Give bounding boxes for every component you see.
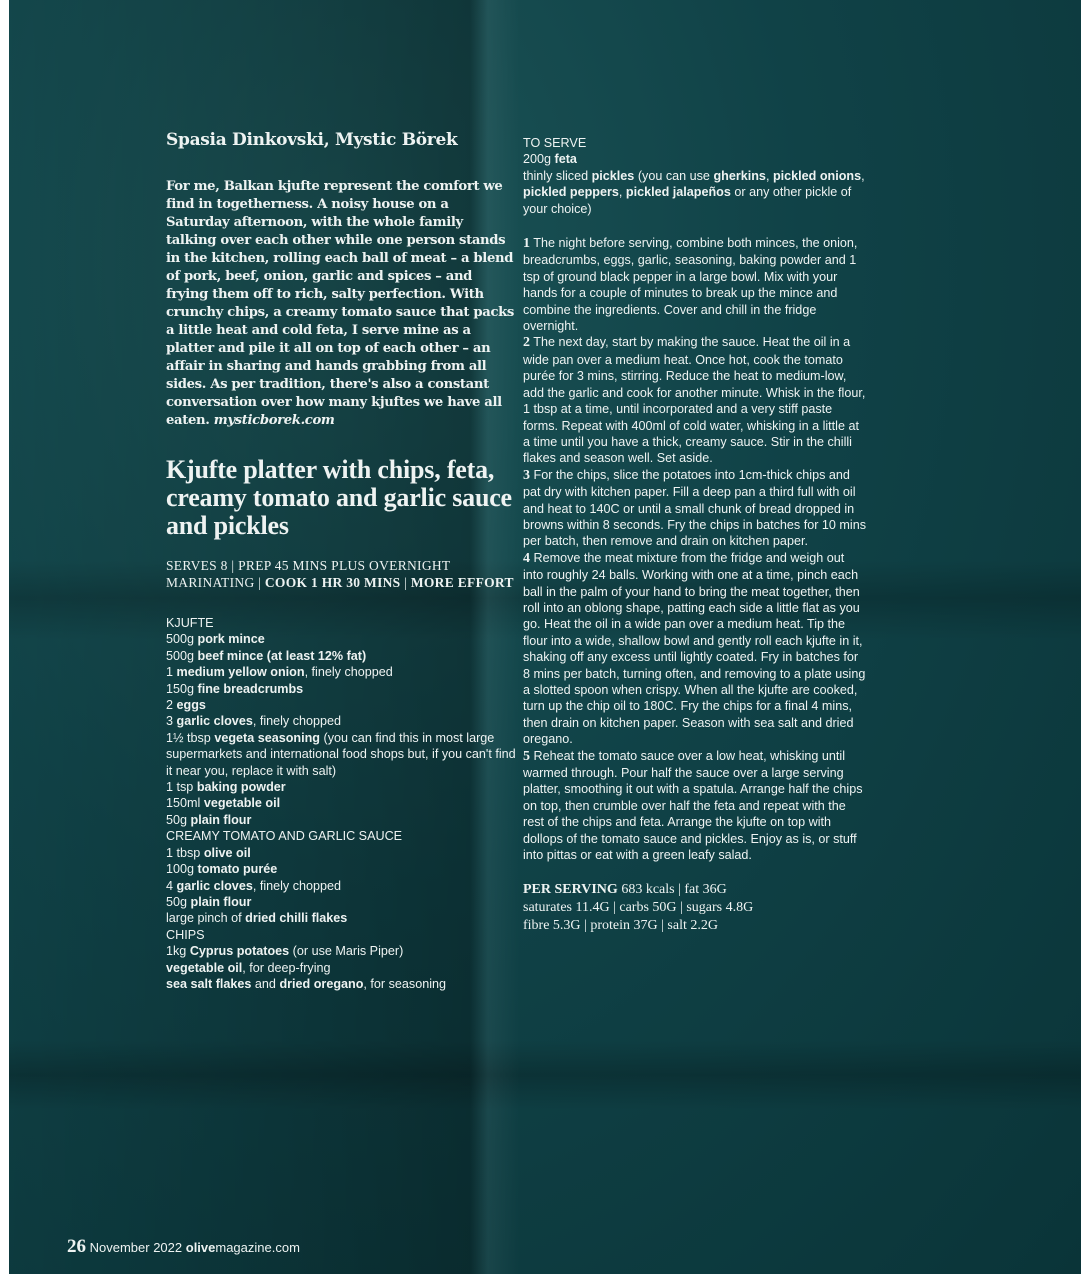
nutrition-label: PER SERVING: [523, 882, 618, 898]
ingredients-list: [166, 615, 516, 992]
intro-paragraph: [166, 178, 516, 430]
prep-value: 45 MINS PLUS OVERNIGHT MARINATING: [166, 558, 451, 590]
method-step: 2 The next day, start by making the sauce. Heat the oil in a wide pan over a medium heat. Once hot, cook the tomato purée for 3 mins, stirring. Reduce the heat to medium-low, add the garlic and cook for another minute. Whisk in the flour, 1 tbsp at a time, until incorporated and a very stiff paste forms. Repeat with 400ml of cold water, whisking in a little at a time until you have a thick, creamy sauce. Stir in the chilli flakes and season well. Set aside.: [523, 335, 866, 466]
ingredient-item: 150ml vegetable oil: [166, 796, 281, 811]
ingredient-item: 1 tsp baking powder: [166, 780, 286, 795]
intro-text: For me, Balkan kjufte represent the comfort we find in togetherness. A noisy house on a Saturday afternoon, with the whole family talking over each other while one person stands in the kitchen, rolling each ball of meat – a blend of pork, beef, onion, garlic and spices – and frying them off to rich, salty perfection. With crunchy chips, a creamy tomato sauce that packs a little heat and cold feta, I serve mine as a platter and pile it all on top of each other – an affair in sharing and hands grabbing from all sides. As per tradition, there's also a constant conversation over how many kjuftes we have all eaten.: [166, 179, 514, 428]
page-border-bottom: [0, 1274, 1087, 1280]
cook-label: COOK: [264, 574, 308, 590]
ingredient-item: 100g tomato purée: [166, 862, 278, 877]
page-border-left: [0, 0, 9, 1280]
recipe-title: Kjufte platter with chips, feta, creamy tomato and garlic sauce and pickles: [166, 455, 512, 540]
ingredient-heading-to-serve: TO SERVE: [523, 136, 587, 150]
page-border-right: [1081, 0, 1087, 1280]
ingredient-item: large pinch of dried chilli flakes: [166, 911, 348, 926]
ingredient-item: 150g fine breadcrumbs: [166, 681, 304, 696]
recipe-meta: SERVES 8 | PREP 45 MINS PLUS OVERNIGHT MARINATING | COOK 1 HR 30 MINS | MORE EFFORT: [166, 558, 514, 590]
method-step: 5 Reheat the tomato sauce over a low heat, whisking until warmed through. Pour half the sauce over a large serving platter, smoothing it out with a spatula. Arrange half the chips on top, then crumble over half the feta and repeat with the rest of the chips and feta. Arrange the kjufte on top with dollops of the tomato sauce and pickles. Enjoy as is, or stuff into pittas or eat with a green leafy salad.: [523, 748, 863, 863]
ingredient-item: 2 eggs: [166, 698, 206, 713]
issue-date: November 2022: [89, 1240, 183, 1255]
ingredient-item: 50g plain flour: [166, 894, 252, 909]
ingredient-item: 3 garlic cloves, finely chopped: [166, 714, 342, 729]
serves-value: 8: [220, 558, 228, 573]
method-step: 1 The night before serving, combine both minces, the onion, breadcrumbs, eggs, garlic, seasoning, baking powder and 1 tsp of ground black pepper in a large bowl. Mix with your hands for a couple of minutes to break up the mince and combine the ingredients. Cover and chill in the fridge overnight.: [523, 236, 858, 334]
ingredient-item: 500g beef mince (at least 12% fat): [166, 648, 367, 663]
right-column: [523, 135, 868, 935]
page-footer: [67, 1236, 300, 1258]
nutrition-line-2: saturates 11.4G | carbs 50G | sugars 4.8G: [523, 900, 754, 916]
ingredient-heading-sauce: CREAMY TOMATO AND GARLIC SAUCE: [166, 829, 403, 844]
ingredient-item: 500g pork mince: [166, 632, 265, 647]
brand-site: magazine.com: [215, 1240, 300, 1255]
brand-name: olive: [185, 1240, 216, 1255]
left-column: [166, 130, 516, 992]
nutrition-line-3: fibre 5.3G | protein 37G | salt 2.2G: [523, 918, 718, 934]
ingredient-item: 4 garlic cloves, finely chopped: [166, 878, 342, 893]
ingredient-heading-kjufte: KJUFTE: [166, 616, 214, 630]
ingredient-item: 1kg Cyprus potatoes (or use Maris Piper): [166, 944, 404, 959]
effort-label: MORE EFFORT: [410, 574, 514, 590]
ingredient-item: sea salt flakes and dried oregano, for seasoning: [166, 976, 447, 991]
page-number: 26: [67, 1236, 86, 1257]
prep-label: PREP: [238, 558, 272, 573]
nutrition-line-1: 683 kcals | fat 36G: [621, 882, 727, 898]
ingredient-heading-chips: CHIPS: [166, 927, 205, 942]
ingredient-item: vegetable oil, for deep-frying: [166, 960, 331, 975]
nutrition-info: [523, 881, 868, 935]
ingredient-item: 200g feta: [523, 152, 577, 167]
ingredient-item: 1 medium yellow onion, finely chopped: [166, 665, 393, 680]
serves-label: SERVES: [166, 558, 217, 573]
cook-value: 1 HR 30 MINS: [311, 574, 401, 590]
method-step: 4 Remove the meat mixture from the fridge and weigh out into roughly 24 balls. Working with one at a time, pinch each ball in the palm of your hand to bring the meat together, then roll into an oblong shape, patting each side a little flat as you go. Heat the oil in a wide pan over a medium heat. Tip the flour into a wide, shallow bowl and gently roll each kjufte in it, shaking off any excess until lightly coated. Fry in batches for 8 mins per batch, turning often, and removing to a plate using a slotted spoon when crispy. When all the kjufte are cooked, turn up the chip oil to 180C. Fry the chips for a final 4 mins, then drain on kitchen paper. Season with sea salt and dried oregano.: [523, 550, 866, 747]
to-serve-list: [523, 135, 868, 217]
ingredient-item: thinly sliced pickles (you can use gherkins, pickled onions, pickled peppers, pickled jalapeños or any other pickle of your choice): [523, 168, 865, 216]
method-steps: [523, 235, 868, 863]
ingredient-item: 1 tbsp olive oil: [166, 845, 251, 860]
intro-site-link[interactable]: mysticborek.com: [213, 413, 335, 428]
method-step: 3 For the chips, slice the potatoes into 1cm-thick chips and pat dry with kitchen paper. Fill a deep pan a third full with oil and heat to 140C or until a small chunk of bread dropped in browns within 8 seconds. Fry the chips in batches for 10 mins per batch, then remove and drain on kitchen paper.: [523, 467, 866, 549]
author-heading: Spasia Dinkovski, Mystic Börek: [166, 130, 458, 150]
ingredient-item: 1½ tbsp vegeta seasoning (you can find this in most large supermarkets and international food shops but, if you can't find it near you, replace it with salt): [166, 730, 516, 778]
ingredient-item: 50g plain flour: [166, 812, 252, 827]
